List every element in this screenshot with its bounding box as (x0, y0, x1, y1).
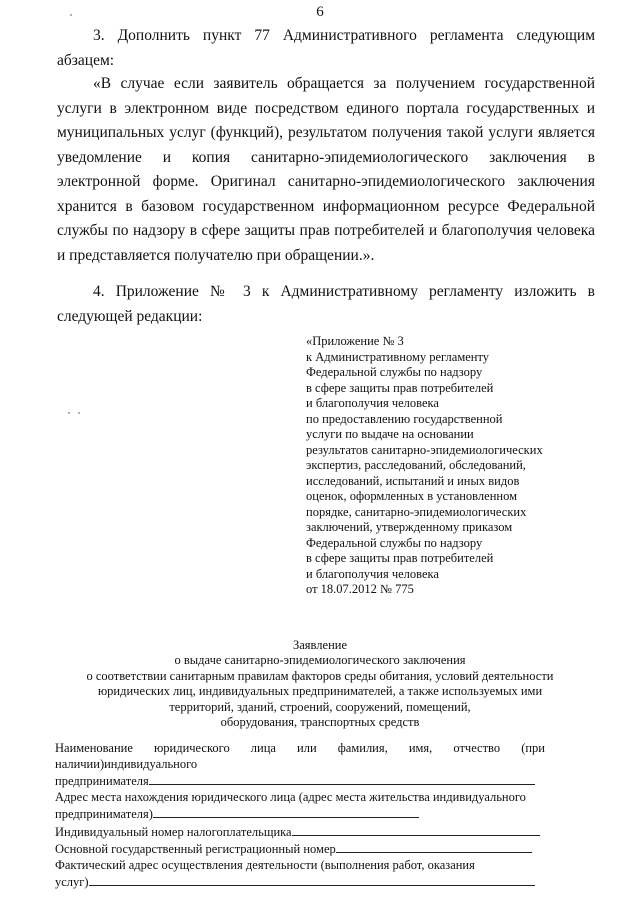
statement-line: о соответствии санитарным правилам факторов среды обитания, условий деятельности (86, 668, 554, 683)
appendix-line: в сфере защиты прав потребителей (306, 380, 494, 395)
applicant-name-label-cont: предпринимателя (55, 774, 149, 788)
ogrn-field[interactable] (55, 840, 545, 858)
ogrn-label: Основной государственный регистрационный номер (55, 842, 336, 856)
statement-title: Заявление (292, 638, 347, 652)
item-4-text: 4. Приложение № 3 к Административному регламенту изложить в следующей редакции: (57, 283, 595, 325)
appendix-line: и благополучия человека (306, 396, 439, 410)
appendix-line: по предоставлению государственной (306, 411, 503, 426)
actual-address-input-line[interactable] (89, 873, 535, 886)
actual-address-field[interactable] (55, 858, 545, 891)
appendix-line: Федеральной службы по надзору (306, 535, 483, 550)
actual-address-label: Фактический адрес осуществления деятельности (выполнения работ, оказания (55, 857, 475, 872)
appendix-line: Федеральной службы по надзору (306, 365, 483, 379)
appendix-line: порядке, санитарно-эпидемиологических (306, 504, 527, 519)
scan-speck (78, 412, 80, 414)
application-form (55, 741, 545, 891)
applicant-name-field[interactable] (55, 741, 545, 790)
applicant-name-input-line[interactable] (149, 772, 535, 785)
item-3-intro: 3. Дополнить пункт 77 Административного регламента следующим абзацем: (57, 27, 595, 69)
ogrn-input-line[interactable] (336, 840, 532, 853)
appendix-line: экспертиз, расследований, обследований, (306, 458, 526, 472)
appendix-line: «Приложение № 3 (306, 334, 404, 348)
appendix-line: заключений, утвержденному приказом (306, 520, 513, 534)
statement-line: о выдаче санитарно-эпидемиологического заключения (174, 653, 466, 667)
appendix-line: в сфере защиты прав потребителей (306, 551, 494, 565)
statement-line: юридических лиц, индивидуальных предпринимателей, а также используемых ими (97, 684, 543, 698)
appendix-header (306, 334, 606, 598)
appendix-line: и благополучия человека (306, 566, 439, 581)
scan-speck (68, 412, 70, 414)
inn-input-line[interactable] (292, 823, 540, 836)
statement-line: территорий, зданий, строений, сооружений, помещений, (169, 699, 471, 714)
address-field[interactable] (55, 790, 545, 823)
page-number: 6 (316, 4, 324, 20)
address-label-cont: предпринимателя) (55, 807, 153, 821)
appendix-line: услуги по выдаче на основании (306, 427, 474, 441)
appendix-line: к Административному регламенту (306, 349, 490, 364)
statement-subtitle (0, 653, 640, 731)
item-3-quote: «В случае если заявитель обращается за получением государственной услуги в электронном виде посредством единого портала государственных и муниципальных услуг (функций), результатом получения такой услуги является уведомление и копия санитарно-эпидемиологического заключения в электронной форме. Оригинал санитарно-эпидемиологического заключения хранится в базовом государственном информационном ресурсе Федеральной службы по надзору в сфере защиты прав потребителей и благополучия человека и представляется получателю при обращении.». (57, 75, 595, 264)
inn-label: Индивидуальный номер налогоплательщика (55, 824, 292, 839)
appendix-line: оценок, оформленных в установленном (306, 489, 518, 503)
statement-line: оборудования, транспортных средств (220, 715, 420, 729)
appendix-line: от 18.07.2012 № 775 (306, 582, 414, 596)
address-label: Адрес места нахождения юридического лица (адрес места жительства индивидуального (55, 789, 526, 804)
inn-field[interactable] (55, 823, 545, 841)
actual-address-label-cont: услуг) (55, 875, 89, 889)
address-input-line[interactable] (153, 805, 419, 818)
applicant-name-label: Наименование юридического лица или фамилия, имя, отчество (при наличии)индивидуального (55, 741, 545, 771)
appendix-line: результатов санитарно-эпидемиологических (306, 442, 543, 457)
appendix-line: исследований, испытаний и иных видов (306, 473, 520, 488)
